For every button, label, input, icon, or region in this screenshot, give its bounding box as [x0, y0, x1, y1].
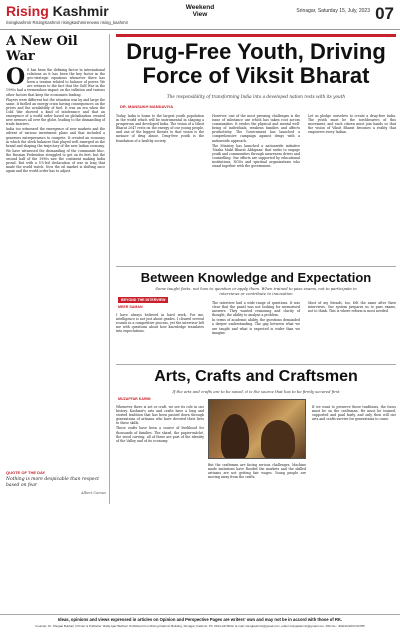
- section-tag: BEYOND THE INTERVIEW: [118, 297, 168, 303]
- left-paragraph: We have witnessed the dismantling of the communist bloc, the Russian Federation struggled to get on its feet, but the second half of the 1990s saw the continent making India proud. But with a US-led declaration of war in Iraq that made the world watch. Now the oil market is shifting once again and the world order has to adjust.: [6, 148, 105, 174]
- article-text: Today, India is home to the largest youth population in the world which will be instrumental in shaping a prosperous and developed India. The vision of a Viksit Bharat 2047 rests on the energy of our young people, and one of the biggest threats to that vision is the menace of drug abuse. Drug-free youth is the foundation of a healthy society.: [116, 114, 204, 143]
- article-column: [308, 114, 396, 135]
- left-article-title[interactable]: A New Oil War: [6, 34, 78, 64]
- article-text: Whenever there is art or craft, we see its role in our history. Kashmir's arts and crafts have a long and storied tradition that has been passed down through generations of artisans who have devoted their lives to these skills.: [116, 405, 204, 426]
- article-text: These crafts have been a source of livelihood for thousands of families. The shawl, the papier-mâché, the wood carving, all of these are part of the identity of the Valley and of its economy.: [116, 426, 204, 443]
- figure-shape: [221, 414, 249, 459]
- craftsman-photo: [208, 399, 306, 459]
- arts-story-deck: If the arts and crafts are to be saved, it is the source that has to be firmly secured first: [172, 389, 340, 394]
- left-paragraph: Players were different but the situation was by and large the same. It fuelled an energy crisis having consequences on the prices and the availability of fuel. It was an era when the Cold War showed a kind of intolerance and that an emergence of a world order based on globalization created new avenues all over the globe, leading to the dismantling of trade barriers.: [6, 97, 105, 127]
- article-text: The Ministry has launched a nationwide initiative 'Nasha Mukt Bharat Abhiyaan' that seeks to engage youth and communities through awareness drives and counselling. Our efforts are supported by educational institutions, NGOs and spiritual organisations who stand together with the government.: [212, 143, 300, 169]
- middle-story-byline: MEER SAMAN: [118, 305, 143, 309]
- quote-of-the-day: [6, 470, 106, 495]
- dateline: Srinagar, Saturday 15, July, 2023: [296, 8, 370, 14]
- left-paragraph: il has been the defining factor in international relations as it has been the key factor in the geo-strategic equations whenever there has been a tension related to balance of power. We are witness to the fact that the Gulf War in the 1990s had a tremendous impact on the inflation and various other factors that keep the economies leading.: [6, 68, 105, 97]
- article-column: [208, 463, 306, 480]
- weekend-view-label: Weekend View: [185, 4, 215, 18]
- article-text: I have always believed in hard work. For me, intelligence is not just about grades. I cleared several rounds in a competitive process, yet the interview left me with questions about how knowledge translates into expectations.: [116, 313, 204, 334]
- article-text: If we want to preserve these traditions, the focus must be on the craftsman. He must be trained, supported and paid fairly, and only then will our arts and crafts survive for generations to come.: [312, 405, 396, 422]
- imprint-line: Founder: Dr. Shujaat Bukhari | Printer & Publisher: Rafiq Ajaz Bukhari. Published from Rising Kashmir Building, Srinagar, Kashmir. Ph: 0194-2470042. E-mail: risingkashmir@gmail.com, editor.risingkashmir@gmail.com. RNI No.: JKENG/2007/22785: [35, 624, 365, 628]
- masthead: [0, 0, 400, 30]
- top-story-deck: The responsibility of transforming India into a developed nation rests with its youth: [166, 94, 346, 99]
- article-text: However, one of the most pressing challenges is the issue of substance use which has taken root across communities. It erodes the physical and mental well-being of individuals, weakens families and affects productivity. The Government has launched a comprehensive campaign against drugs with a nationwide approach.: [212, 114, 300, 143]
- arts-story: [116, 364, 396, 612]
- middle-story-headline[interactable]: Between Knowledge and Expectation: [140, 270, 372, 285]
- top-story-headline[interactable]: Drug-Free Youth, Driving Force of Viksit Bharat: [126, 39, 386, 88]
- article-column: [212, 114, 300, 169]
- quote-label: QUOTE OF THE DAY: [6, 470, 46, 475]
- top-story: [116, 34, 396, 264]
- page-number: 07: [375, 4, 394, 23]
- left-column-article: [6, 34, 110, 504]
- quote-text: Nothing is more despicable than respect based on fear: [6, 477, 99, 488]
- disclaimer: Ideas, opinions and views expressed in articles on Opinion and Perspective Pages are writers' own and may not be in accord with those of RK.: [0, 614, 400, 622]
- drop-cap: O: [6, 64, 26, 90]
- article-text: Most of my friends, too, felt the same after their interviews. Our system prepares us to pass exams, not to think. This is where reform is most needed.: [308, 301, 396, 314]
- article-text: Let us pledge ourselves to create a drug-free India. The youth must be the torchbearers of this movement, and each citizen must join hands so that the vision of Viksit Bharat becomes a reality that empowers every Indian.: [308, 114, 396, 135]
- article-text: But the craftsmen are facing serious challenges. Machine made imitations have flooded the markets and the skilled artisans are not getting fair wages. Young people are moving away from the crafts.: [208, 463, 306, 480]
- social-handles: risingkashmir RisingKashmir risingkashmirenews rising_kashmir: [6, 20, 129, 25]
- left-paragraph: India too witnessed the emergence of new markets and the advent of various investment plans and that included a generous entrepreneurs to compete. It created an economy in which the sleek balancer that played well emerged as the brand and shaping the trajectory of the new Indian economy.: [6, 127, 105, 148]
- article-column: [308, 301, 396, 314]
- arts-story-headline[interactable]: Arts, Crafts and Craftsmen: [154, 368, 358, 385]
- newspaper-logo[interactable]: Rising Kashmir: [6, 3, 109, 19]
- divider: [116, 34, 396, 37]
- article-column: [312, 405, 396, 422]
- arts-story-byline: MUZAFFAR KARIM: [118, 397, 151, 401]
- article-column: [116, 313, 204, 334]
- middle-story: [116, 266, 396, 362]
- article-text: In terms of academic ability, the questions demanded a deeper understanding. The gap between what we are taught and what is expected is wider than we imagine.: [212, 318, 300, 335]
- article-column: [212, 301, 300, 336]
- quote-author: Albert Camus: [81, 491, 106, 495]
- top-story-byline: DR. MANSUKH MANDAVIYA: [120, 104, 174, 109]
- article-column: [116, 114, 204, 144]
- article-column: [116, 405, 204, 444]
- article-text: The interview had a wide range of questions. It was clear that the panel was not looking for memorised answers. They wanted reasoning and clarity of thought, the ability to analyse a problem.: [212, 301, 300, 318]
- middle-story-deck: Some taught facts, not how to question or apply them. When trained to pass exams, not to participate in interviews or contribute to innovation: [155, 286, 357, 296]
- figure-shape: [261, 420, 295, 459]
